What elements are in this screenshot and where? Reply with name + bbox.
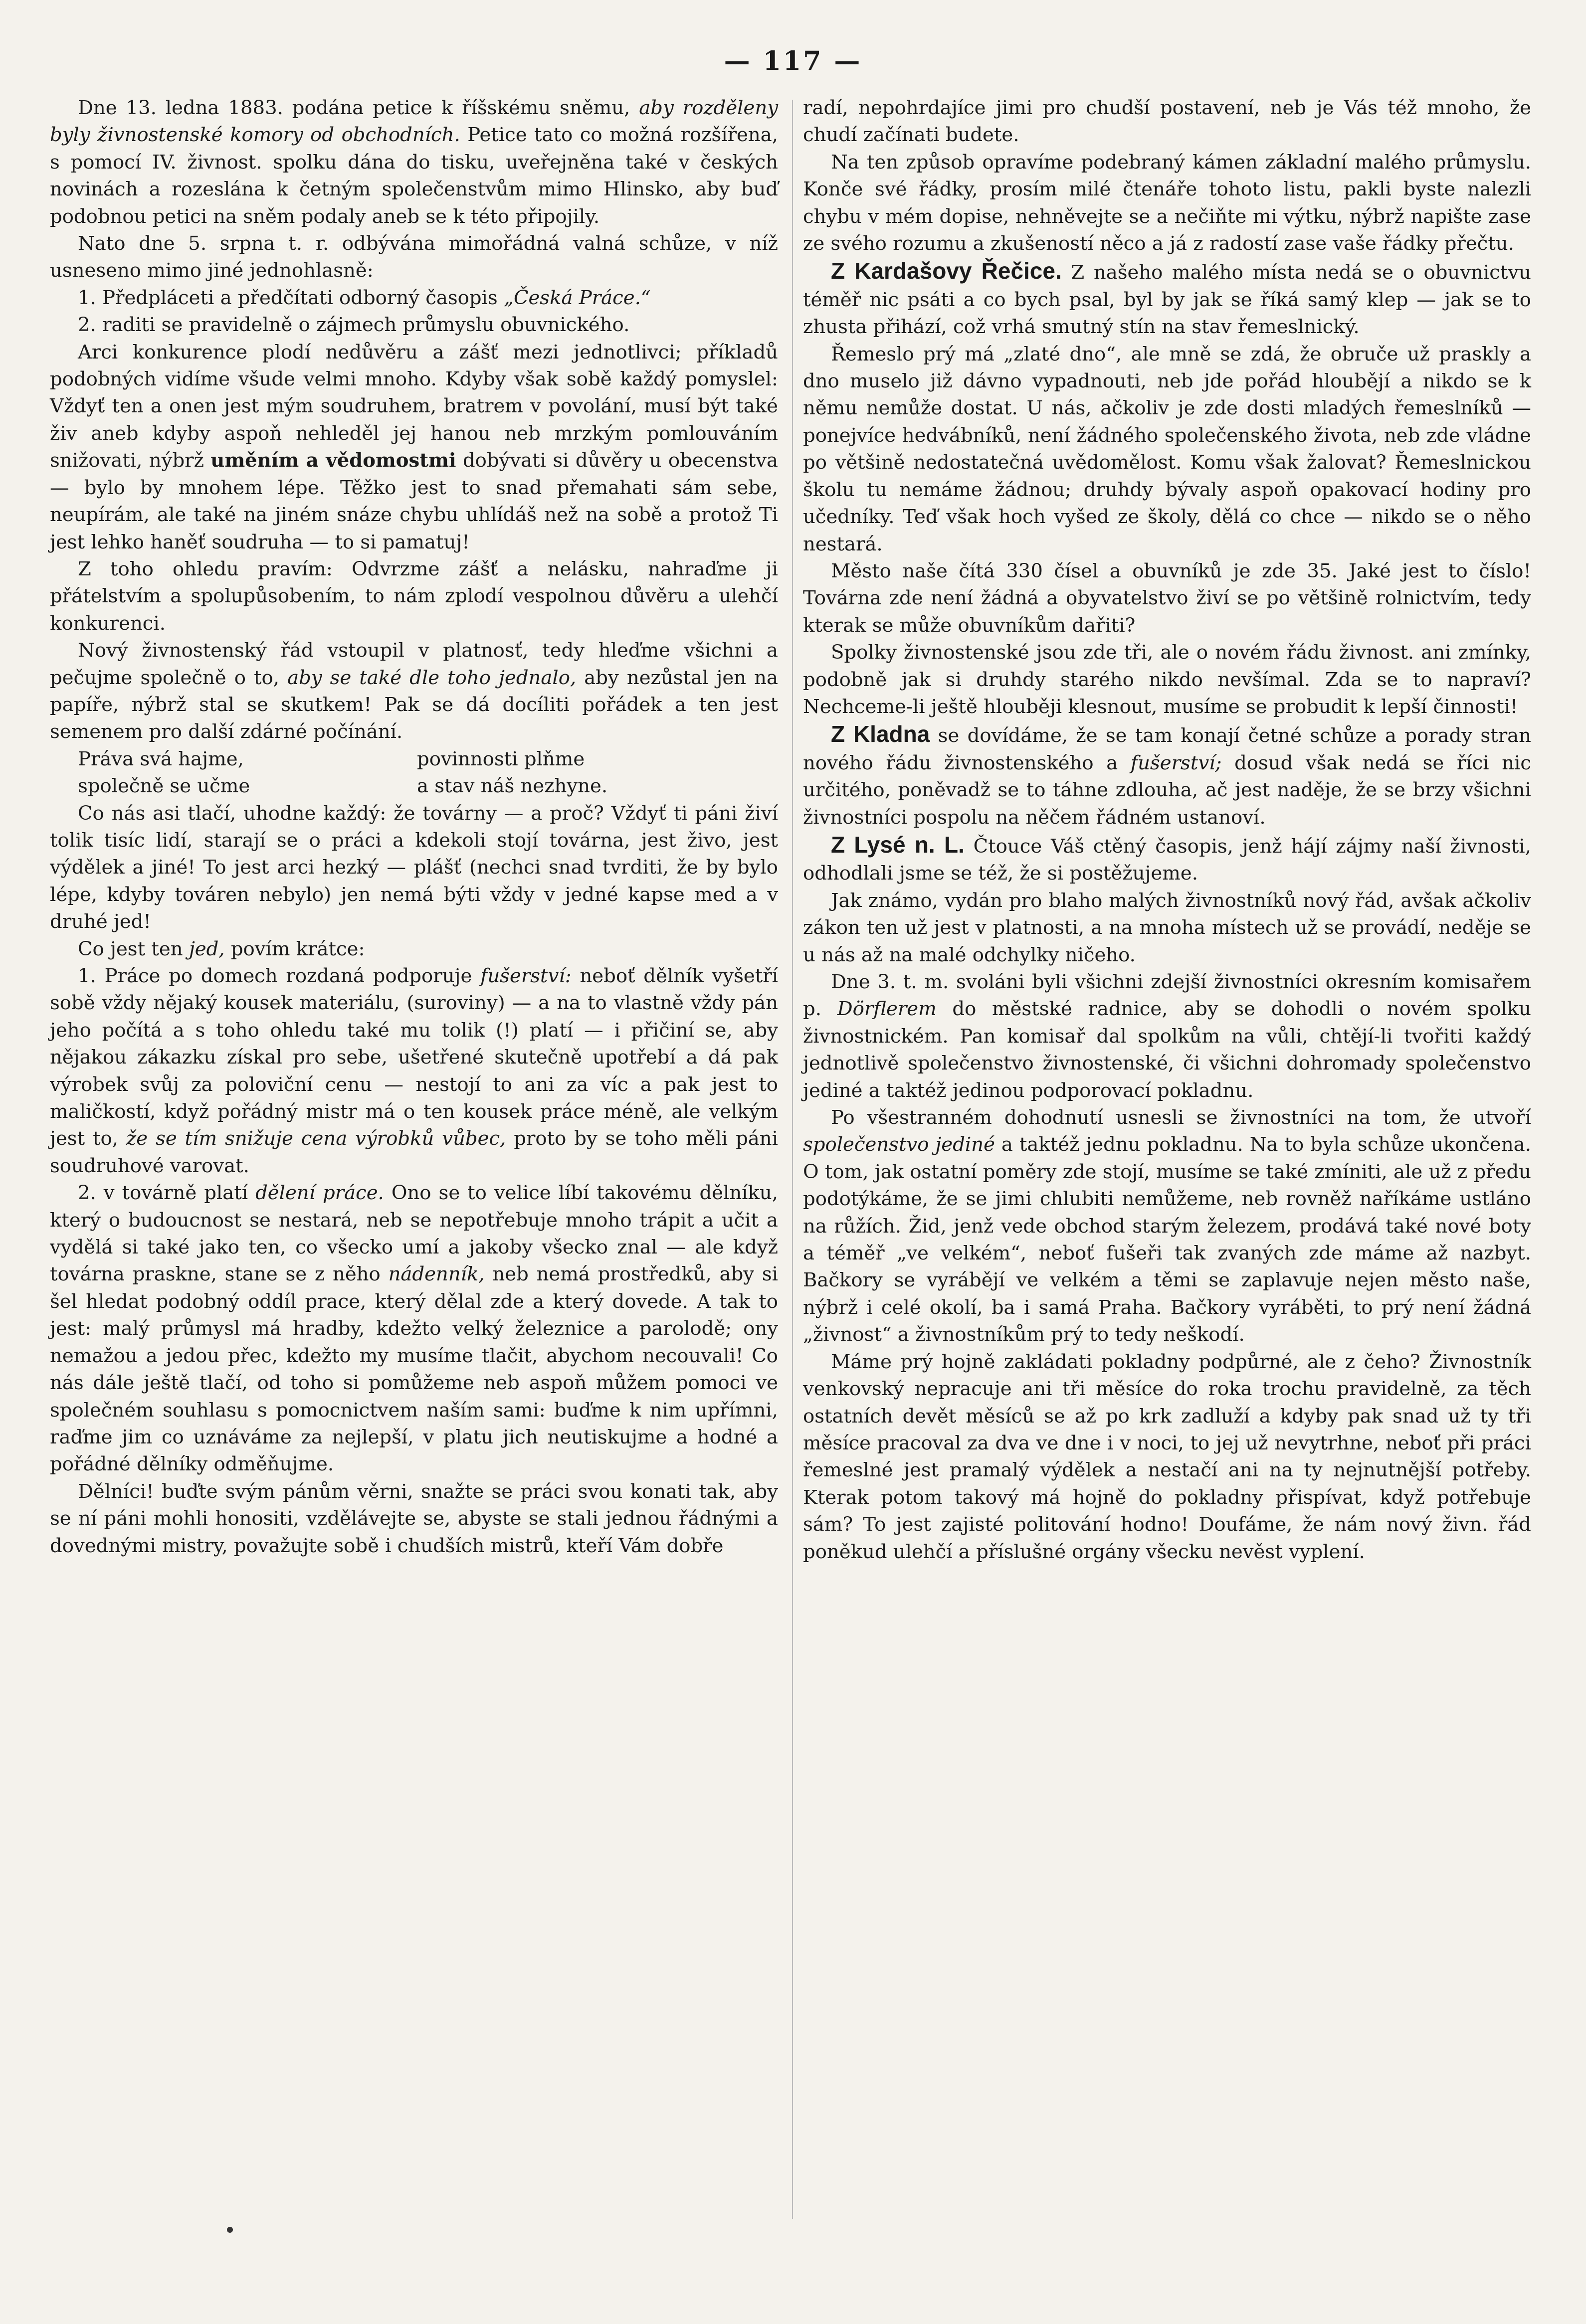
ink-dot — [227, 2227, 233, 2233]
verse-line: Práva svá hajme, — [78, 747, 244, 770]
paragraph-support-funds: Máme prý hojně zakládati pokladny podpůrné, ale z čeho? Živnostník venkovský nepracuje ani tři měsíce do roka trochu pravidelně, za těch ostatních devět měsíců se až po krk zadluží a kdyby pak snad už ty tři měsíce pracoval za dva ve dne i v noci, to jej už nevytrhne, neboť při práci řemeslné jest pramalý výdělek a nestačí ani na ty nejnutnější potřeby. Kterak potom takový má hojně do pokladny přispívat, když potřebuje sám? To jest zajisté politování hodno! Doufáme, že nám nový živn. řád poněkud ulehčí a příslušné orgány všecku nevěst vyplení. — [803, 1350, 1531, 1563]
paragraph-resolution-2: 2. raditi se pravidelně o zájmech průmyslu obuvnického. — [78, 314, 630, 337]
paragraph-homework: 1. Práce po domech rozdaná podporuje fušerství: neboť dělník vyšetří sobě vždy nějaký kousek materiálu, (suroviny) — a na to vlastně vždy pán jeho počítá a s toho ohledu také mu tolik (!) platí — i přičiní se, aby nějakou zákazku získal pro sebe, ušetřené skutečně upotřebí a dá pak výrobek svůj za poloviční cenu — nestojí to ani za víc a pak jest to maličkostí, když pořádný mistr má o ten kousek práce méně, ale velkým jest to, že se tím snižuje cena výrobků vůbec, proto by se toho měli páni soudruhové varovat. — [50, 965, 778, 1177]
paragraph-petition: Dne 13. ledna 1883. podána petice k říšskému sněmu, aby rozděleny byly živnostenské komory od obchodních. Petice tato co možná rozšířena, s pomocí IV. živnost. spolku dána do tisku, uveřejněna také v českých novinách a rozeslána k četným společenstvům mimo Hlinsko, aby buď podobnou petici na sněm podaly aneb se k této připojily. — [50, 97, 778, 228]
paragraph-kardasova: Z Kardašovy Řečice. Z našeho malého místa nedá se o obuvnictvu téměř nic psáti a co bych psal, byl by jak se říká samý klep — jak se to zhusta přihází, což vrhá smutný stín na stav řemeslnický. — [803, 258, 1531, 339]
paragraph-new-trade-law: Nový živnostenský řád vstoupil v platnosť, tedy hleďme všichni a pečujme společně o to, aby se také dle toho jednalo, aby nezůstal jen na papíře, nýbrž stal se skutkem! Pak se dá docíliti pořádek a ten jest semenem pro další zdárné počínání. — [50, 639, 778, 743]
paragraph-lysa: Z Lysé n. L. Čtouce Váš ctěný časopis, jenž hájí zájmy naší živnosti, odhodlali jsme se též, že si postěžujeme. — [803, 831, 1532, 885]
paragraph-meeting: Nato dne 5. srpna t. r. odbývána mimořádná valná schůze, v níž usneseno mimo jiné jednohlasně: — [50, 232, 778, 282]
paragraph-foundation: Na ten způsob opravíme podebraný kámen základní malého průmyslu. Konče své řádky, prosím milé čtenáře tohoto listu, pakli byste nalezli chybu v mém dopise, nehněvejte se a nečiňte mi výtku, nýbrž napište zase ze svého rozumu a zkušeností něco a já z radostí zase vaše řádky přečtu. — [803, 151, 1531, 255]
paragraph-workers: Dělníci! buďte svým pánům věrni, snažte se práci svou konati tak, aby se ní páni mohli honositi, vzdělávejte se, abyste se stali jednou řádnými a dovednými mistry, považujte sobě i chudších mistrů, kteří Vám dobře — [50, 1480, 778, 1557]
town-heading-lysa: Z Lysé n. L. — [831, 831, 965, 858]
left-column — [50, 95, 778, 1560]
paragraph-resolution-1: 1. Předpláceti a předčítati odborný časopis „Česká Práce.“ — [78, 286, 651, 309]
paragraph-continuation: radí, nepohrdajíce jimi pro chudší postavení, neb je Vás též mnoho, že chudí začínati budete. — [803, 97, 1531, 147]
paragraph-division-of-labour: 2. v továrně platí dělení práce. Ono se to velice líbí takovému dělníku, který o budoucnost se nestará, neb se nepotřebuje mnoho trápit a učit a vydělá si také jako ten, co všecko umí a jakoby všecko znal — ale když továrna praskne, stane se z něho nádenník, neb nemá prostředků, aby si šel hledat podobný oddíl prace, který dělal zde a který dovede. A tak to jest: malý průmysl má hradby, kdežto velký železnice a parolodě; ony nemažou a jedou přec, kdežto my musíme tlačit, abychom necouvali! Co nás dále ještě tlačí, od toho si pomůžeme neb aspoň můžem pomoci ve společném souhlasu s pomocnictvem naším sami: buďme k nim upřímni, raďme jim co uznáváme za nejlepší, v platu jich neutiskujme a hodné a pořádné dělníky odměňujme. — [50, 1182, 778, 1476]
paragraph-associations: Spolky živnostenské jsou zde tři, ale o novém řádu živnost. ani zmínky, podobně jak si druhdy starého nikdo nevšímal. Zda se to napraví? Nechceme-li ještě hlouběji klesnout, musíme se probudit k lepší činnosti! — [803, 641, 1531, 718]
verse-line: povinnosti plňme — [417, 747, 585, 770]
paragraph-factories: Co nás asi tlačí, uhodne každý: že továrny — a proč? Vždyť ti páni živí tolik tisíc lidí, starají se o práci a kdekoli stojí továrna, jest živo, jest výdělek a jiné! To jest arci hezký — plášť (nechci snad tvrditi, že by bylo lépe, kdyby továren nebylo) jen nemá býti vždy v jedné kapse med a v druhé jed! — [50, 802, 778, 933]
verse — [50, 746, 778, 800]
paragraph-resolution-lysa: Po všestranném dohodnutí usnesli se živnostníci na tom, že utvoří společenstvo jediné a taktéž jednu pokladnu. Na to byla schůze ukončena. O tom, jak ostatní poměry zde stojí, musíme se také zmíniti, ale už z předu podotýkáme, že se jimi chlubiti nemůžeme, neb rovněž naříkáme ustláno na růžích. Žid, jenž vede obchod starým železem, prodává také nové boty a téměř „ve velkém“, neboť fušeři tak zvaných zde máme až nazbyt. Bačkory se vyrábějí ve velkém a těmi se zaplavuje nejen město naše, nýbrž i celé okolí, ba i samá Praha. Bačkory vyráběti, to prý není žádná „živnost“ a živnostníkům prý to tedy neškodí. — [803, 1106, 1531, 1346]
paragraph-kladno: Z Kladna se dovídáme, že se tam konají četné schůze a porady stran nového řádu živnostenského a fušerství; dosud však nedá se říci nic určitého, poněvadž se to táhne zdlouha, ač jest naděje, že se brzy všichni živnostníci pospolu na něčem řádném ustanoví. — [803, 721, 1531, 829]
page-number: — 117 — — [724, 46, 862, 76]
right-column — [803, 95, 1531, 1566]
paragraph-town-stats: Město naše čítá 330 čísel a obuvníků je zde 35. Jaké jest to číslo! Továrna zde není žádná a obyvatelstvo živí se po většině rolnictvím, tedy kterak se může obuvníkům dařiti? — [803, 559, 1531, 637]
town-heading-kladno: Z Kladna — [831, 721, 930, 747]
paragraph-friendship: Z toho ohledu pravím: Odvrzme zášť a nelásku, nahraďme ji přátelstvím a spolupůsobením, to nám zplodí vespolnou důvěru a ulehčí konkurenci. — [50, 557, 778, 635]
column-divider — [792, 100, 793, 2219]
verse-line: a stav náš nezhyne. — [417, 775, 608, 798]
paragraph-commissioner: Dne 3. t. m. svoláni byli všichni zdejší živnostníci okresním komisařem p. Dörflerem do městské radnice, aby se dohodli o novém spolku živnostnickém. Pan komisař dal spolkům na vůli, chtějí-li tvořiti každý jednotlivě společenstvo živnostenské, či všichni dohromady společenstvo jediné a taktéž jedinou podporovací pokladnu. — [803, 971, 1531, 1102]
paragraph-law-enforcement: Jak známo, vydán pro blaho malých živnostníků nový řád, avšak ačkoliv zákon ten už jest v platnosti, a na mnoha místech už se provádí, neděje se u nás až na malé odchylky ničeho. — [803, 889, 1531, 966]
town-heading-kardasova: Z Kardašovy Řečice. — [831, 258, 1062, 284]
paragraph-golden-ground: Řemeslo prý má „zlaté dno“, ale mně se zdá, že obruče už praskly a dno muselo již dávno vypadnouti, neb jde pořád hloubějí a nikdo se k němu nemůže dostat. U nás, ačkoliv je zde dosti mladých řemeslníků — ponejvíce hedvábníků, není žádného společenského života, neb zde vládne po většině nedostatečná uvědomělost. Komu však žalovat? Řemeslnickou školu tu nemáme žádnou; druhdy bývaly aspoň opakovací hodiny pro učedníky. Teď však hoch vyšed ze školy, dělá co chce — nikdo se o něho nestará. — [803, 343, 1531, 555]
verse-line: společně se učme — [78, 775, 250, 798]
paragraph-poison: Co jest ten jed, povím krátce: — [78, 937, 365, 960]
paragraph-competition: Arci konkurence plodí nedůvěru a zášť mezi jednotlivci; příkladů podobných vidíme všude velmi mnoho. Kdyby však sobě každý pomyslel: Vždyť ten a onen jest mým soudruhem, bratrem v povolání, musí být také živ aneb kdyby aspoň nehleděl jej hanou neb mrzkým pomlouváním snižovati, nýbrž uměním a vědomostmi dobývati si důvěry u obecenstva — bylo by mnohem lépe. Těžko jest to snad přemahati sám sebe, neupírám, ale také na jiném snáze chybu uhlídáš než na sobě a protož Ti jest lehko haněť soudruha — to si pamatuj! — [50, 341, 779, 553]
